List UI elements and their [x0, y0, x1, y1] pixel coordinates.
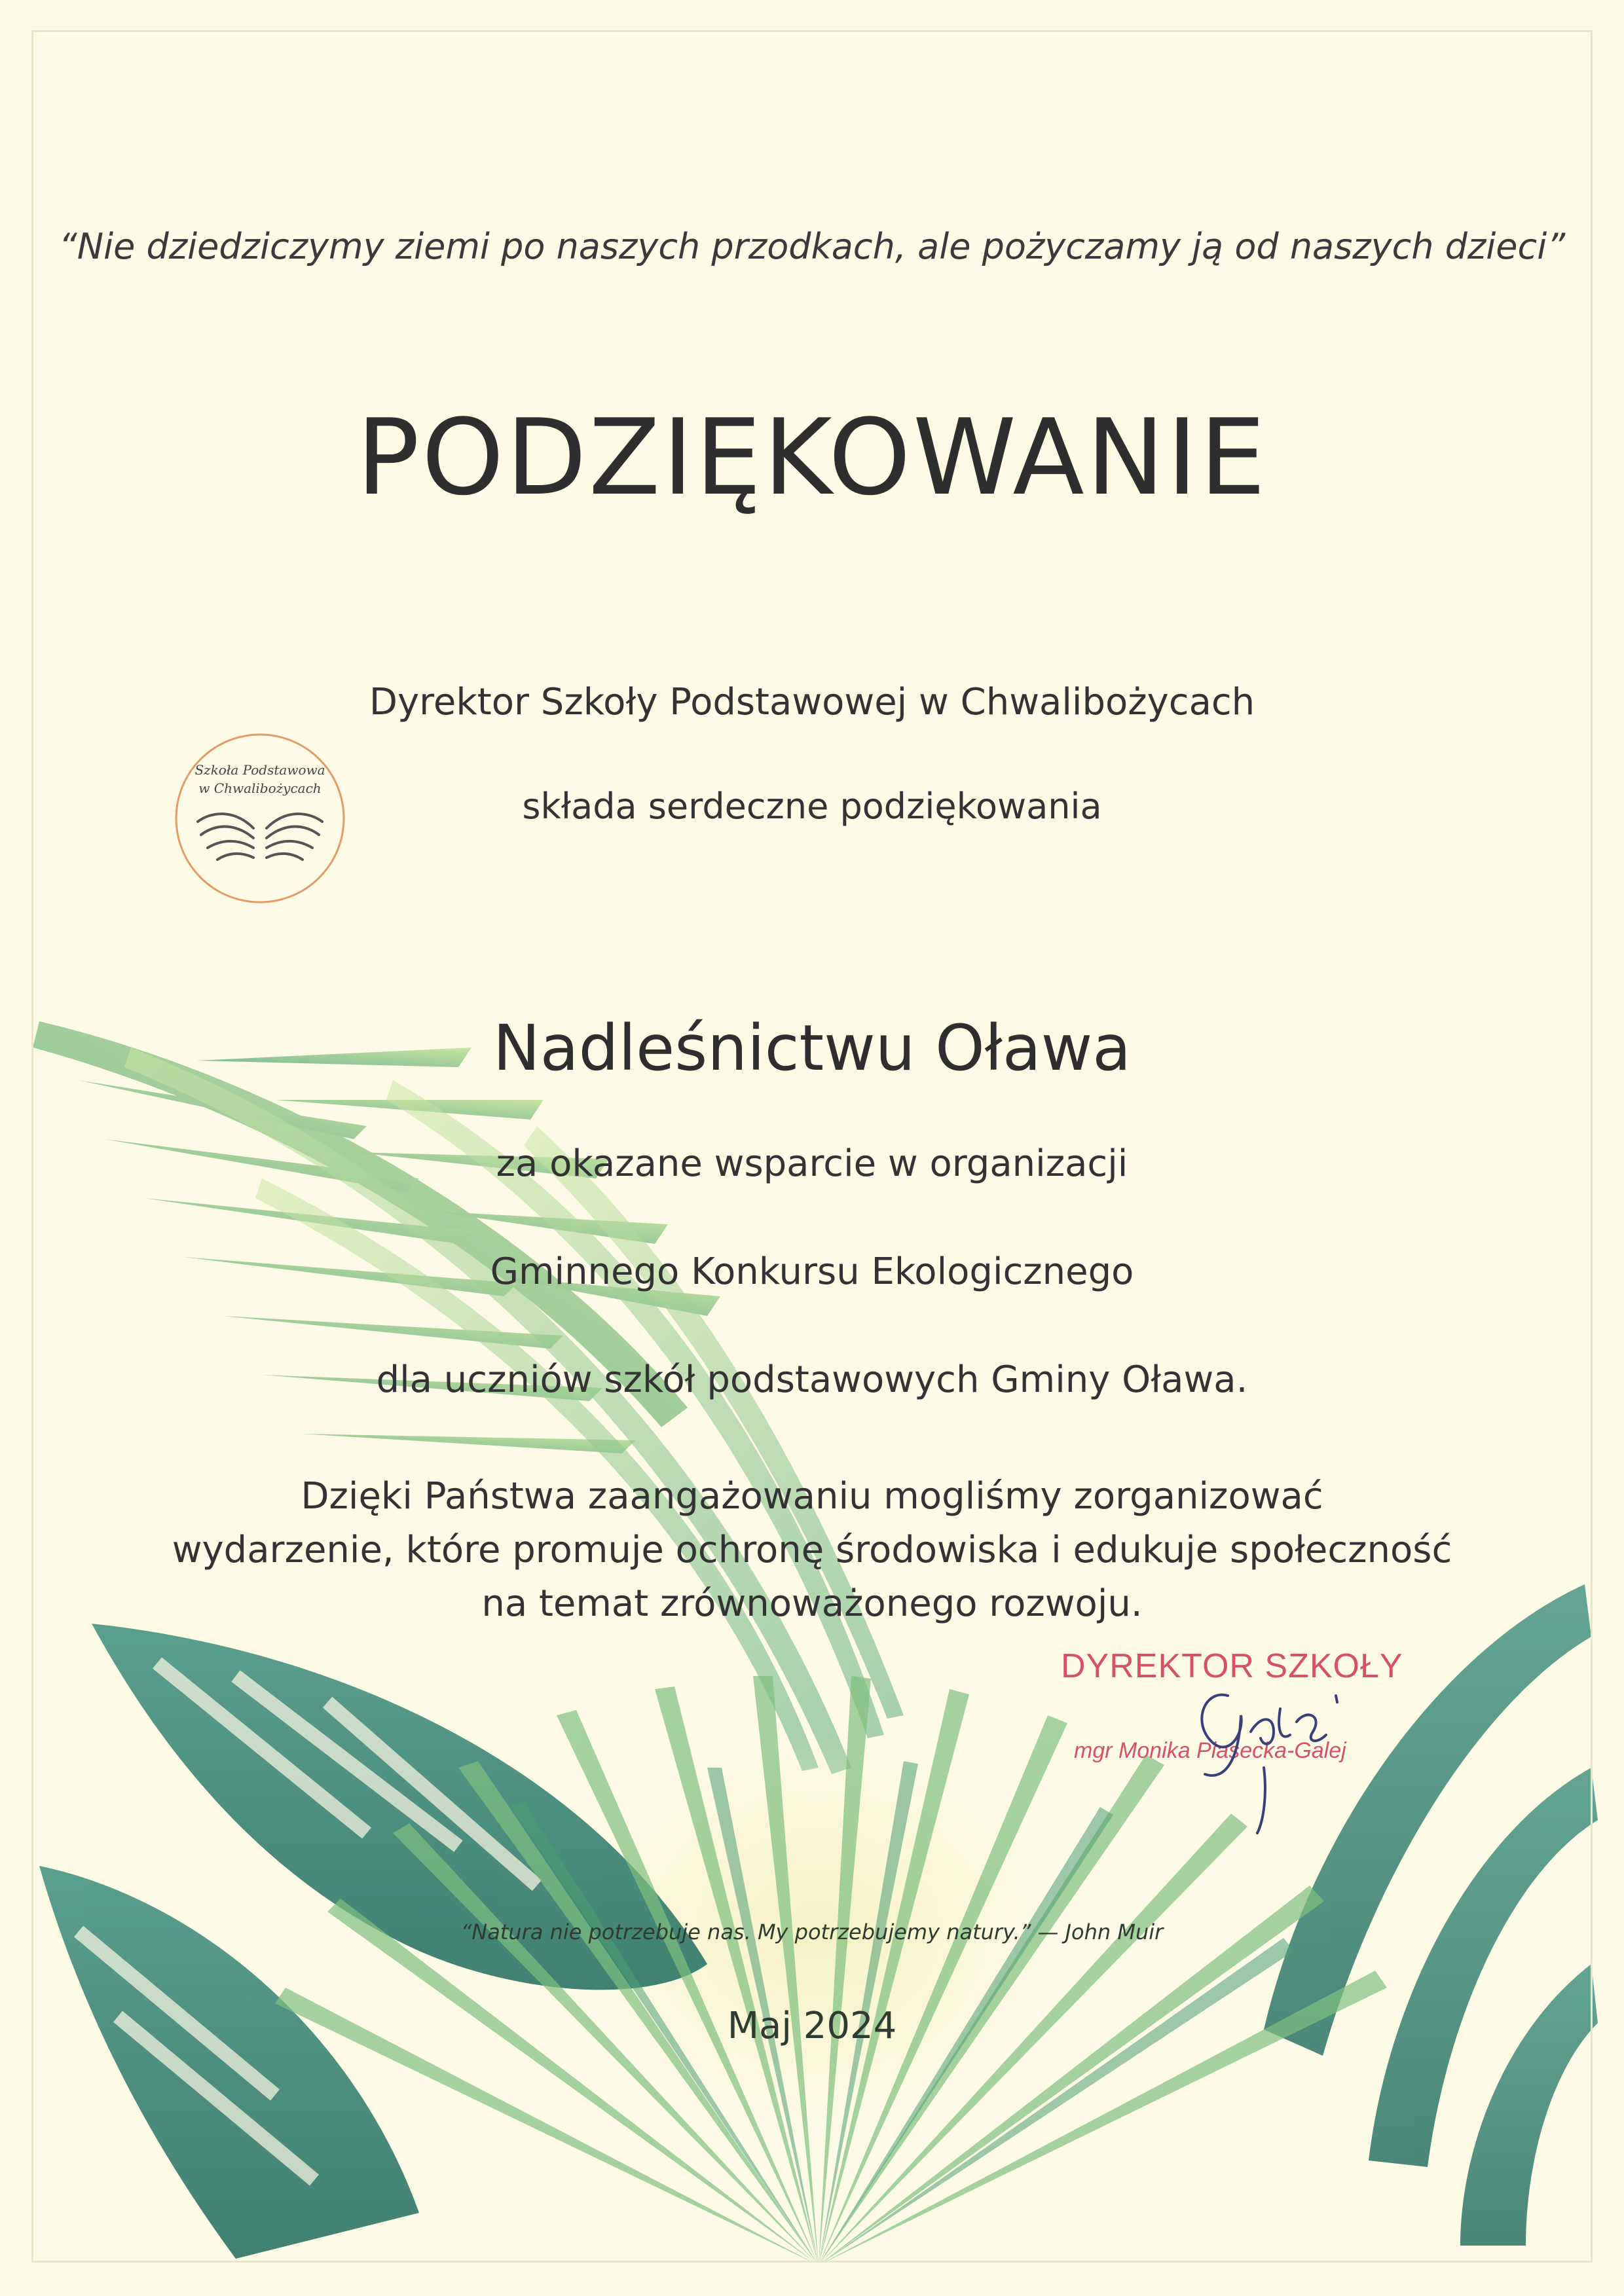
- paragraph-line: Dzięki Państwa zaangażowaniu mogliśmy zorganizować: [301, 1475, 1323, 1518]
- paragraph-line: na temat zrównoważonego rozwoju.: [481, 1582, 1143, 1625]
- reason-line-2: Gminnego Konkursu Ekologicznego: [490, 1250, 1134, 1293]
- stamp-name: mgr Monika Piasecka-Galej: [1074, 1738, 1346, 1763]
- issuer-line: Dyrektor Szkoły Podstawowej w Chwalibożycach: [369, 681, 1255, 723]
- logo-text-line1: Szkoła Podstawowa: [194, 762, 325, 778]
- handwritten-signature: [1166, 1669, 1414, 1840]
- reason-line-1: za okazane wsparcie w organizacji: [496, 1142, 1128, 1185]
- logo-text-line2: w Chwalibożycach: [198, 780, 322, 796]
- motto-quote: “Nie dziedziczymy ziemi po naszych przodkach, ale pożyczamy ją od naszych dzieci”: [58, 226, 1566, 267]
- thanks-paragraph: [0, 1470, 1624, 1631]
- stamp-role: DYREKTOR SZKOŁY: [1061, 1647, 1403, 1685]
- recipient-name: Nadleśnictwu Oława: [492, 1011, 1132, 1085]
- intro-line: składa serdeczne podziękowania: [522, 786, 1102, 827]
- reason-line-3: dla uczniów szkół podstawowych Gminy Oława.: [376, 1358, 1248, 1401]
- page-title: PODZIĘKOWANIE: [356, 396, 1268, 519]
- closing-quote: “Natura nie potrzebuje nas. My potrzebujemy natury.” — John Muir: [460, 1920, 1164, 1944]
- paragraph-line: wydarzenie, które promuje ochronę środowiska i edukuje społeczność: [172, 1529, 1452, 1571]
- certificate-date: Maj 2024: [727, 2005, 897, 2047]
